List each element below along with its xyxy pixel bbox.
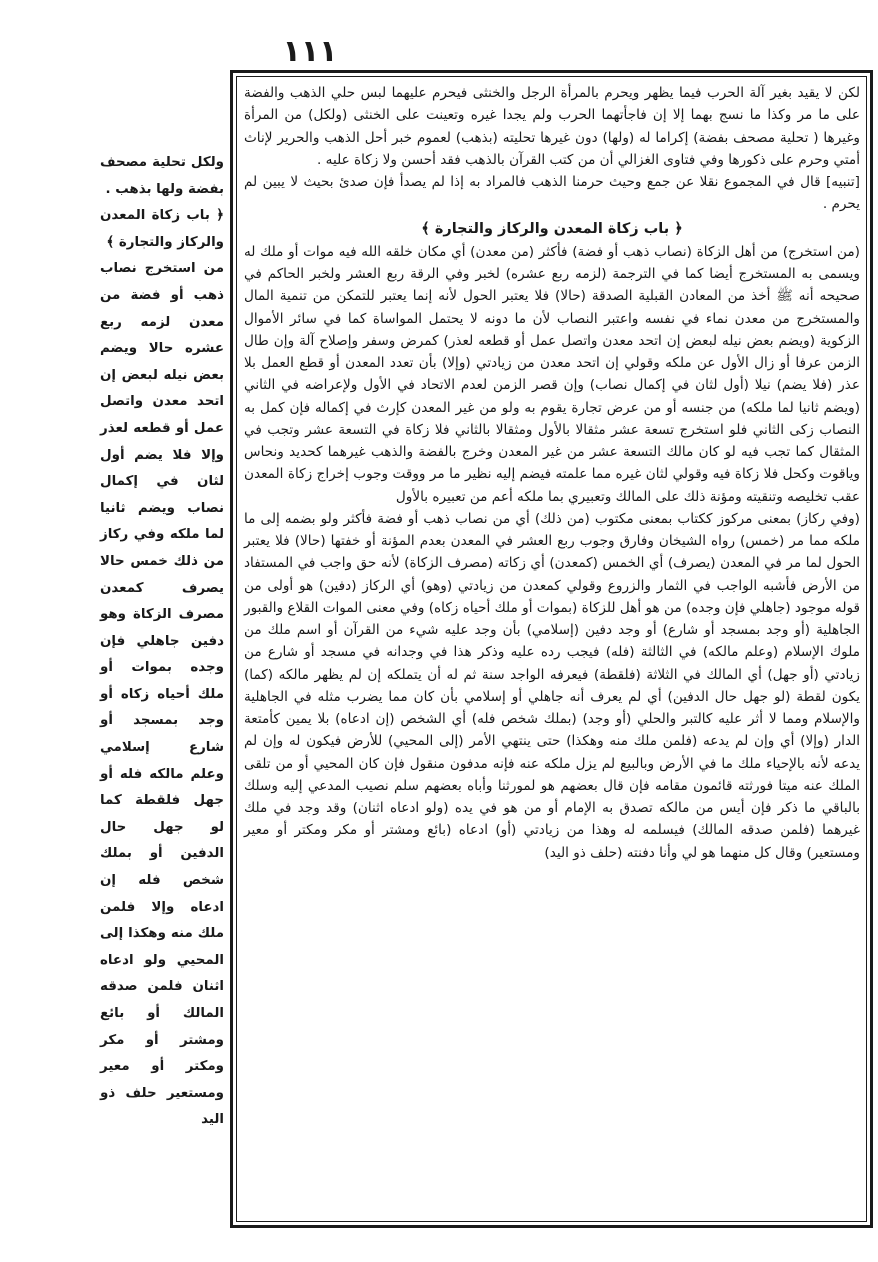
section-paragraph-1: (من استخرج) من أهل الزكاة (نصاب ذهب أو فضة) فأكثر (من معدن) أي مكان خلقه الله فيه موات أو ملك له ويسمى به المستخرج أيضا كما في الترجمة (لزمه ربع عشره) لخبر وفي الرقة ربع العشر ولخبر الحاكم في صحيحه أنه ﷺ أخذ من المعادن القبلية الصدقة (حالا) فلا يعتبر الحول لأنه إنما يعتبر للتمكن من تنمية المال والمستخرج من معدن نماء في نفسه واعتبر النصاب لأن ما دونه لا يحتمل المواساة كما في سائر الأموال الزكوية (ويضم بعض نيله لبعض إن اتحد معدن واتصل عمل أو قطعه لعذر) كمرض وسفر وإصلاح آلة وإن طال الزمن عرفا أو زال الأول عن ملكه وقولي إن اتحد معدن من زيادتي (وإلا) بأن تعدد المعدن أو قطع العمل بلا عذر (فلا يضم) نيلا (أول لثان في إكمال نصاب) وإن قصر الزمن لعدم الاتحاد في الأول ولإعراضه في الثاني (ويضم ثانيا لما ملكه) من جنسه أو من عرض تجارة يقوم به ولو من غير المعدن كإرث في إكماله فإن كمل به النصاب زكى الثاني فلو استخرج تسعة عشر مثقالا بالأول ومثقالا بالثاني فلا زكاة في التسعة عشر وتجب في المثقال كما تجب فيه لو كان مالك التسعة عشر من غير المعدن وخرج بالفضة والذهب غيرهما كحديد ونحاس وياقوت وكحل فلا زكاة فيه وقولي لثان غيره مما علمته فيضم إليه نظير ما مر ووقت وجوب إخراج زكاة المعدن عقب تخليصه وتنقيته ومؤنة ذلك على المالك وتعبيري بما ملكه أعم من تعبيره بالأول xyxy=(244,243,860,505)
side-paragraph-1: ولكل تحلية مصحف بفضة ولها بذهب . xyxy=(100,155,224,197)
side-heading: ﴿ باب زكاة المعدن والركاز والتجارة ﴾ xyxy=(100,208,224,250)
section-heading: ﴿ باب زكاة المعدن والركاز والتجارة ﴾ xyxy=(421,220,683,237)
main-text-block xyxy=(244,82,860,1214)
side-paragraph-2: من استخرج نصاب ذهب أو فضة من معدن لزمه ربع عشره حالا ويضم بعض نيله لبعض إن اتحد معدن واتصل عمل أو قطعه لعذر وإلا فلا يضم أول لثان في إكمال نصاب ويضم ثانيا لما ملكه وفي ركاز من ذلك خمس حالا يصرف كمعدن مصرف الزكاة وهو دفين جاهلي فإن وجده بموات أو ملك أحياه زكاه أو وجد بمسجد أو شارع إسلامي وعلم مالكه فله أو جهل فلقطة كما لو جهل حال الدفين أو بملك شخص فله إن ادعاه وإلا فلمن ملك منه وهكذا إلى المحيي ولو ادعاه اثنان فلمن صدقه المالك أو بائع ومشتر أو مكر ومكتر أو معير ومستعير حلف ذو اليد xyxy=(100,261,224,1128)
page-number: ١١١ xyxy=(282,34,338,69)
main-paragraph-1: لكن لا يقيد بغير آلة الحرب فيما يظهر ويحرم بالمرأة الرجل والخنثى فيحرم عليهما لبس حلي الذهب والفضة على ما مر وكذا ما نسج بهما إلا إن فاجأتهما الحرب ولم يجدا غيره وتعينت على الخنثى (ولكل) من المرأة وغيرها ( تحلية مصحف بفضة) إكراما له (ولها) دون غيرها تحليته (بذهب) لعموم خبر أحل الذهب والحرير لإناث أمتي وحرم على ذكورها وفي فتاوى الغزالي أن من كتب القرآن بالذهب فقد أحسن ولا زكاة عليه . xyxy=(244,85,860,168)
side-matn-column xyxy=(100,150,224,1128)
section-paragraph-2: (وفي ركاز) بمعنى مركوز ككتاب بمعنى مكتوب (من ذلك) أي من نصاب ذهب أو فضة فأكثر ولو بضمه إلى ما ملكه مما مر (خمس) رواه الشيخان وفارق وجوب ربع العشر في المعدن بعدم المؤنة أو خفتها (حالا) فلا يعتبر الحول لما مر في المعدن (يصرف) أي الخمس (كمعدن) أي زكاته (مصرف الزكاة) لأنه حق واجب في المستفاد من الأرض فأشبه الواجب في الثمار والزروع وقولي كمعدن من زيادتي (وهو) أي الركاز (دفين) هو أولى من قوله موجود (جاهلي فإن وجده) من هو أهل للزكاة (بموات أو ملك أحياه زكاه) وفي معنى الموات القلاع والقبور الجاهلية (أو وجد بمسجد أو شارع) أو وجد دفين (إسلامي) بأن وجد عليه شيء من القرآن أو اسم ملك من ملوك الإسلام (وعلم مالكه) في الثالثة (فله) فيجب رده عليه وذكر هذا في وجدانه في مسجد أو شارع من زيادتي (أو جهل) أي المالك في الثلاثة (فلقطة) فيعرفه الواجد سنة ثم له أن يتملكه إن لم يظهر مالكه (كما) يكون لقطة (لو جهل حال الدفين) أي لم يعرف أنه جاهلي أو إسلامي بأن كان مما يضرب مثله في الجاهلية والإسلام ومما لا أثر عليه كالتبر والحلي (أو وجد) (بملك شخص فله) أي الشخص (إن ادعاه) بلا يمين كأمتعة الدار (وإلا) أي وإن لم يدعه (فلمن ملك منه وهكذا) حتى ينتهي الأمر (إلى المحيي) للأرض فيكون له وإن لم يدعه لأنه بالإحياء ملك ما في الأرض وبالبيع لم يزل ملكه عنه فإنه مدفون منقول فإن كان المحيي أو من تلقى الملك عنه ميتا فورثته قائمون مقامه فإن قال بعضهم هو لمورثنا وأباه بعضهم سلم نصيب المدعي إليه وسلك بالباقي ما ذكر فإن أيس من مالكه تصدق به الإمام أو من هو في يده (ولو ادعاه اثنان) وقد وجد في ملك غيرهما (فلمن صدقه المالك) فيسلمه له وهذا من زيادتي (أو) ادعاه (بائع ومشتر أو مكر ومكتر أو معير ومستعير) وقال كل منهما هو لي وأنا دفنته (حلف ذو اليد) xyxy=(244,510,860,861)
main-paragraph-2: [تنبيه] قال في المجموع نقلا عن جمع وحيث حرمنا الذهب فالمراد به إذا لم يصدأ فإن صدئ بحيث لا يبين لم يحرم . xyxy=(244,174,860,213)
